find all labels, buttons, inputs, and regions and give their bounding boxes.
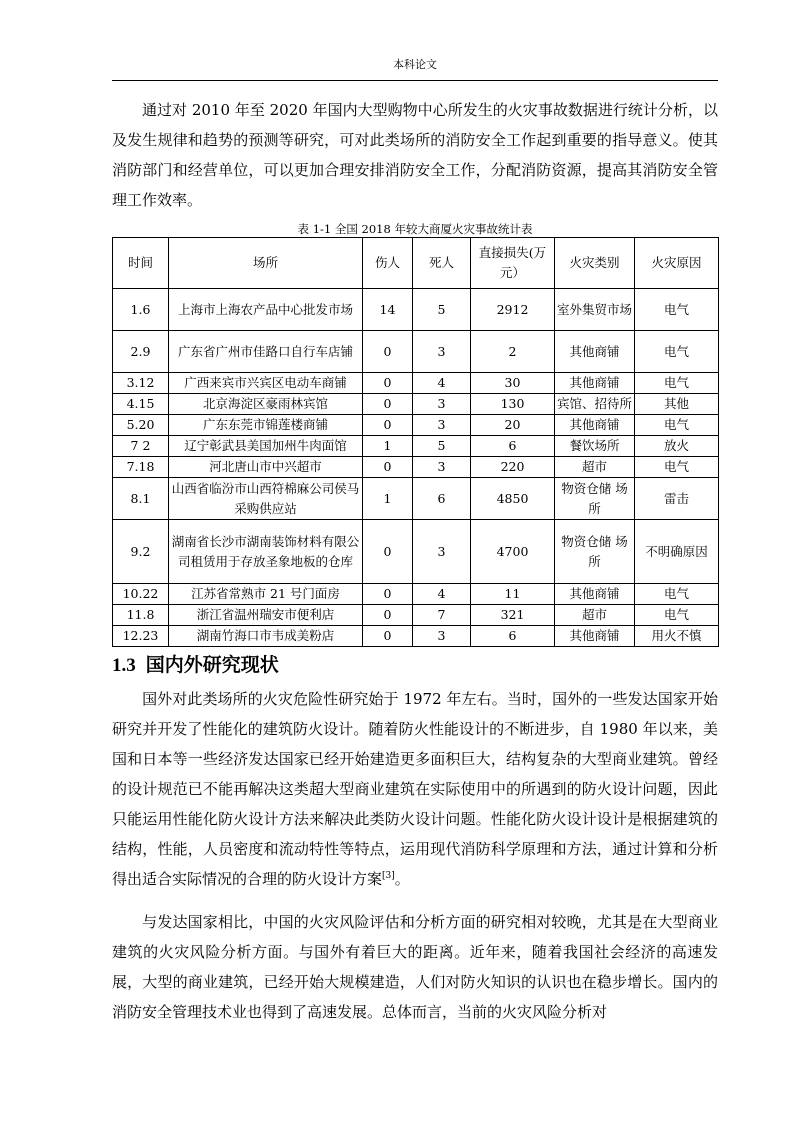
paragraph-2 (112, 684, 718, 894)
loss-cell: 6 (471, 436, 555, 457)
category-cell: 其他商铺 (555, 626, 635, 647)
table-row (113, 478, 719, 520)
table-row (113, 605, 719, 626)
category-cell: 室外集贸市场 (555, 289, 635, 331)
time-cell: 11.8 (113, 605, 169, 626)
cause-cell: 电气 (635, 415, 719, 436)
time-cell: 1.6 (113, 289, 169, 331)
table-row (113, 394, 719, 415)
injured-cell: 0 (363, 520, 413, 584)
loss-cell: 20 (471, 415, 555, 436)
place-cell: 山西省临汾市山西符棉麻公司侯马采购供应站 (169, 478, 363, 520)
injured-cell: 0 (363, 626, 413, 647)
deaths-cell: 3 (413, 626, 471, 647)
table-row (113, 289, 719, 331)
paragraph-3-text: 与发达国家相比，中国的火灾风险评估和分析方面的研究相对较晚，尤其是在大型商业建筑的火灾风险分析方面。与国外有着巨大的距离。近年来，随着我国社会经济的高速发展，大型的商业建筑，已经开始大规模建造，人们对防火知识的认识也在稳步增长。国内的消防安全管理技术业也得到了高速发展。总体而言，当前的火灾风险分析对 (112, 913, 718, 1021)
cause-cell: 雷击 (635, 478, 719, 520)
table-row (113, 584, 719, 605)
category-cell: 其他商铺 (555, 373, 635, 394)
deaths-cell: 4 (413, 584, 471, 605)
deaths-cell: 7 (413, 605, 471, 626)
section-title: 国内外研究现状 (145, 654, 279, 676)
column-header-deaths: 死人 (413, 238, 471, 289)
intro-paragraph-text: 通过对 2010 年至 2020 年国内大型购物中心所发生的火灾事故数据进行统计分析，以及发生规律和趋势的预测等研究，可对此类场所的消防安全工作起到重要的指导意义。使其消防部门和经营单位，可以更加合理安排消防安全工作，分配消防资源，提高其消防安全管理工作效率。 (112, 101, 718, 209)
table-caption: 表 1-1 全国 2018 年较大商厦火灾事故统计表 (297, 222, 533, 236)
cause-cell: 电气 (635, 289, 719, 331)
category-cell: 物资仓储 场所 (555, 520, 635, 584)
table-row (113, 436, 719, 457)
injured-cell: 0 (363, 584, 413, 605)
injured-cell: 0 (363, 415, 413, 436)
deaths-cell: 6 (413, 478, 471, 520)
time-cell: 2.9 (113, 331, 169, 373)
injured-cell: 0 (363, 394, 413, 415)
category-cell: 其他商铺 (555, 415, 635, 436)
time-cell: 5.20 (113, 415, 169, 436)
citation-superscript: [3] (382, 871, 395, 881)
place-cell: 广东省广州市佳路口自行车店铺 (169, 331, 363, 373)
loss-cell: 2912 (471, 289, 555, 331)
loss-cell: 6 (471, 626, 555, 647)
deaths-cell: 3 (413, 394, 471, 415)
section-number: 1.3 (112, 655, 136, 676)
category-cell: 宾馆、招待所 (555, 394, 635, 415)
cause-cell: 不明确原因 (635, 520, 719, 584)
time-cell: 7 2 (113, 436, 169, 457)
deaths-cell: 3 (413, 415, 471, 436)
table-row (113, 457, 719, 478)
table-header-row (113, 238, 719, 289)
loss-cell: 11 (471, 584, 555, 605)
place-cell: 湖南省长沙市湖南装饰材料有限公司租赁用于存放圣象地板的仓库 (169, 520, 363, 584)
place-cell: 辽宁彰武县美国加州牛肉面馆 (169, 436, 363, 457)
category-cell: 物资仓储 场所 (555, 478, 635, 520)
fire-statistics-table (112, 237, 719, 647)
table-row (113, 415, 719, 436)
time-cell: 8.1 (113, 478, 169, 520)
injured-cell: 1 (363, 478, 413, 520)
paragraph-2-end: 。 (394, 870, 410, 888)
place-cell: 浙江省温州瑞安市便利店 (169, 605, 363, 626)
header-rule (112, 80, 718, 81)
place-cell: 江苏省常熟市 21 号门面房 (169, 584, 363, 605)
injured-cell: 0 (363, 605, 413, 626)
time-cell: 12.23 (113, 626, 169, 647)
table-row (113, 331, 719, 373)
column-header-time: 时间 (113, 238, 169, 289)
cause-cell: 电气 (635, 373, 719, 394)
injured-cell: 0 (363, 331, 413, 373)
category-cell: 餐饮场所 (555, 436, 635, 457)
loss-cell: 130 (471, 394, 555, 415)
time-cell: 10.22 (113, 584, 169, 605)
deaths-cell: 3 (413, 331, 471, 373)
column-header-fire-cause: 火灾原因 (635, 238, 719, 289)
injured-cell: 0 (363, 373, 413, 394)
loss-cell: 2 (471, 331, 555, 373)
column-header-direct-loss: 直接损失(万元） (471, 238, 555, 289)
cause-cell: 放火 (635, 436, 719, 457)
cause-cell: 电气 (635, 457, 719, 478)
deaths-cell: 5 (413, 289, 471, 331)
time-cell: 4.15 (113, 394, 169, 415)
table-row (113, 626, 719, 647)
category-cell: 超市 (555, 605, 635, 626)
time-cell: 7.18 (113, 457, 169, 478)
page-header: 本科论文 (393, 58, 437, 71)
category-cell: 超市 (555, 457, 635, 478)
place-cell: 湖南竹海口市韦成美粉店 (169, 626, 363, 647)
place-cell: 河北唐山市中兴超市 (169, 457, 363, 478)
loss-cell: 220 (471, 457, 555, 478)
deaths-cell: 4 (413, 373, 471, 394)
column-header-injured: 伤人 (363, 238, 413, 289)
column-header-place: 场所 (169, 238, 363, 289)
place-cell: 上海市上海农产品中心批发市场 (169, 289, 363, 331)
deaths-cell: 5 (413, 436, 471, 457)
injured-cell: 14 (363, 289, 413, 331)
table-row (113, 520, 719, 584)
loss-cell: 30 (471, 373, 555, 394)
cause-cell: 电气 (635, 331, 719, 373)
section-heading (112, 650, 279, 681)
paragraph-3 (112, 907, 718, 1027)
paragraph-2-text: 国外对此类场所的火灾危险性研究始于 1972 年左右。当时，国外的一些发达国家开始研究并开发了性能化的建筑防火设计。随着防火性能设计的不断进步，自 1980 年以来，美国和日本等一些经济发达国家已经开始建造更多面积巨大，结构复杂的大型商业建筑。曾经的设计规范已不能再解决这类超大型商业建筑在实际使用中的所遇到的防火设计问题，因此只能运用性能化防火设计方法来解决此类防火设计问题。性能化防火设计设计是根据建筑的结构，性能，人员密度和流动特性等特点，运用现代消防科学原理和方法，通过计算和分析得出适合实际情况的合理的防火设计方案 (112, 690, 718, 888)
table-row (113, 373, 719, 394)
injured-cell: 1 (363, 436, 413, 457)
deaths-cell: 3 (413, 457, 471, 478)
time-cell: 9.2 (113, 520, 169, 584)
column-header-fire-category: 火灾类别 (555, 238, 635, 289)
time-cell: 3.12 (113, 373, 169, 394)
loss-cell: 4850 (471, 478, 555, 520)
cause-cell: 电气 (635, 584, 719, 605)
cause-cell: 电气 (635, 605, 719, 626)
cause-cell: 用火不慎 (635, 626, 719, 647)
injured-cell: 0 (363, 457, 413, 478)
place-cell: 广西来宾市兴宾区电动车商铺 (169, 373, 363, 394)
place-cell: 广东东莞市锦莲楼商铺 (169, 415, 363, 436)
category-cell: 其他商铺 (555, 584, 635, 605)
loss-cell: 321 (471, 605, 555, 626)
deaths-cell: 3 (413, 520, 471, 584)
intro-paragraph (112, 95, 718, 215)
loss-cell: 4700 (471, 520, 555, 584)
category-cell: 其他商铺 (555, 331, 635, 373)
place-cell: 北京海淀区豪雨林宾馆 (169, 394, 363, 415)
cause-cell: 其他 (635, 394, 719, 415)
